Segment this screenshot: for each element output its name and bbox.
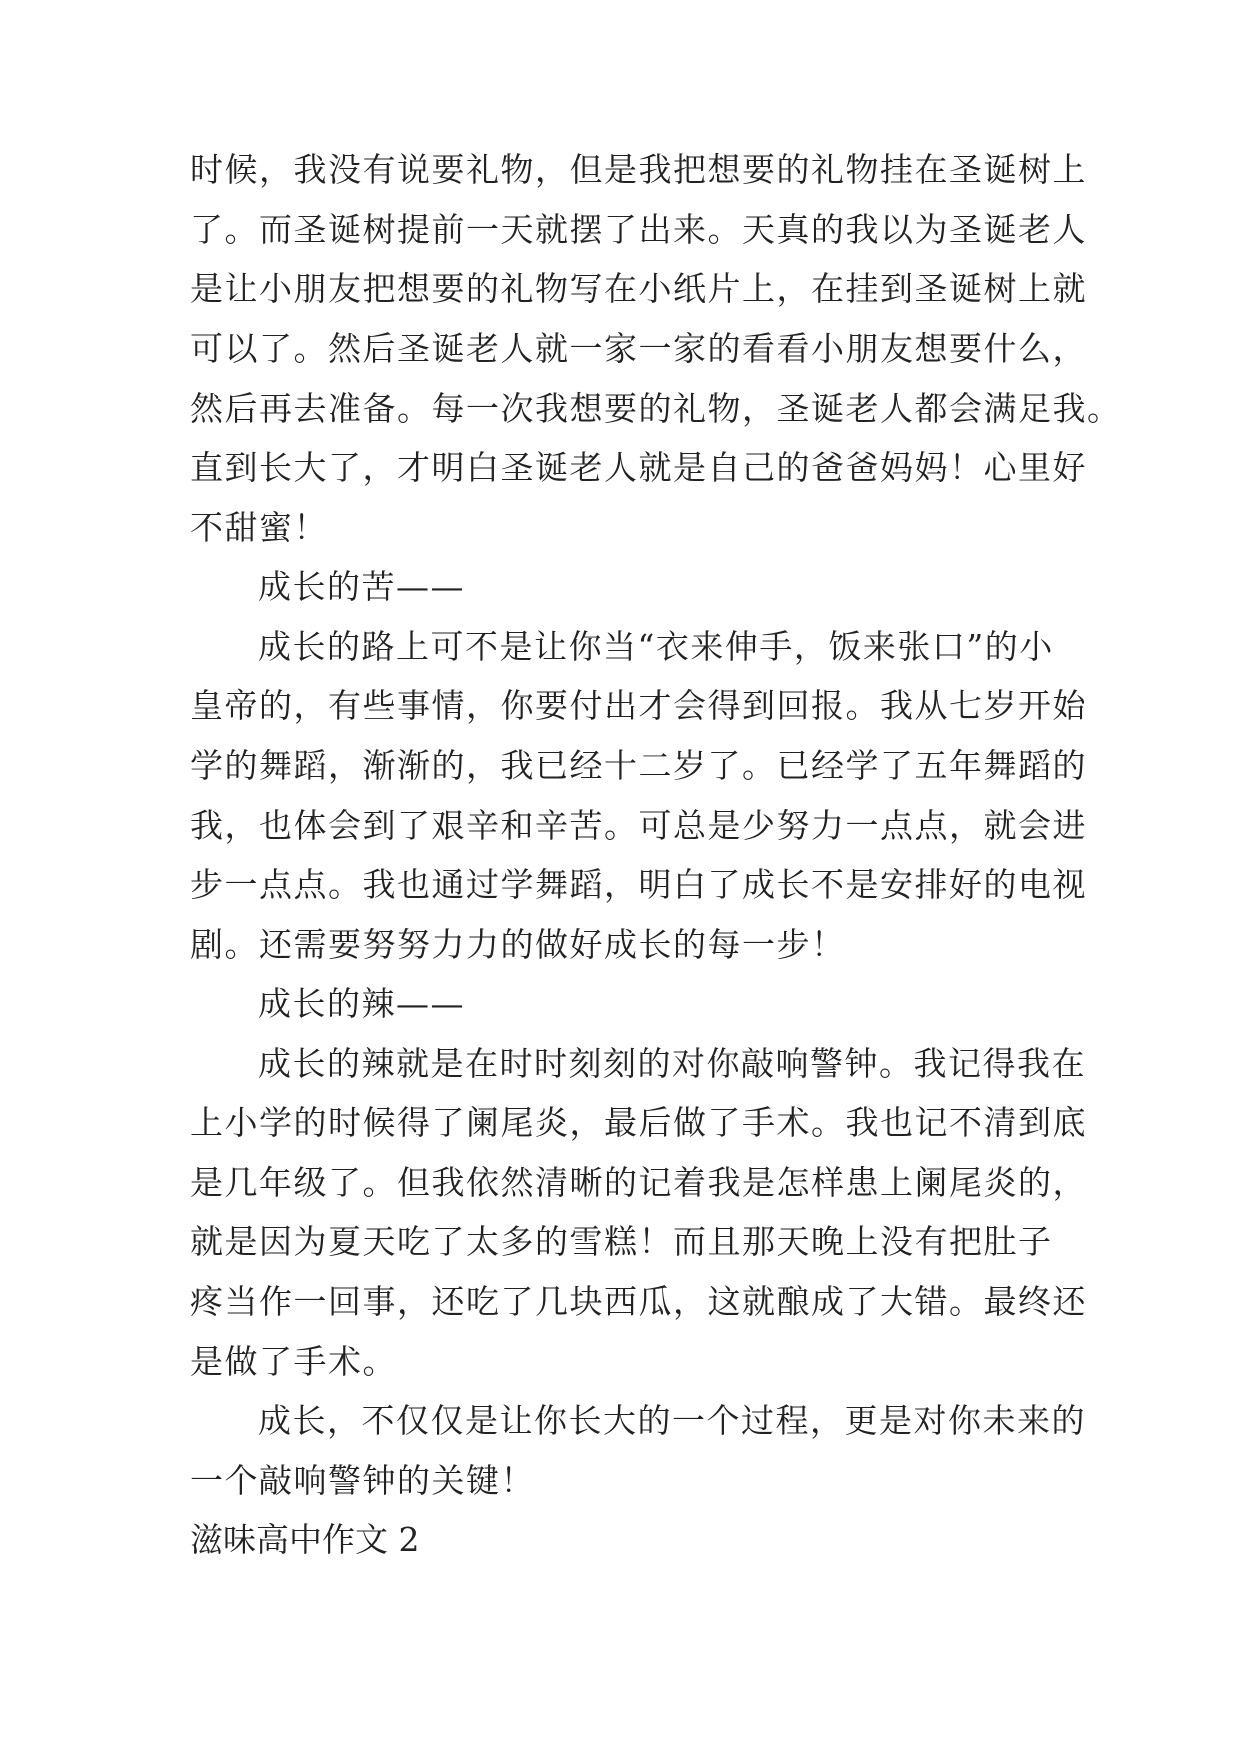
- paragraph-line: 上小学的时候得了阑尾炎，最后做了手术。我也记不清到底: [190, 1103, 1087, 1142]
- paragraph-line: 疼当作一回事，还吃了几块西瓜，这就酿成了大错。最终还: [190, 1282, 1087, 1321]
- paragraph-line: 成长，不仅仅是让你长大的一个过程，更是对你未来的: [258, 1401, 1086, 1440]
- paragraph-line: 我，也体会到了艰辛和辛苦。可总是少努力一点点，就会进: [190, 806, 1087, 845]
- paragraph-line: 是做了手术。: [190, 1342, 397, 1381]
- paragraph-line: 是让小朋友把想要的礼物写在小纸片上，在挂到圣诞树上就: [190, 269, 1087, 308]
- paragraph-line: 时候，我没有说要礼物，但是我把想要的礼物挂在圣诞树上: [190, 150, 1087, 189]
- paragraph-line: 就是因为夏天吃了太多的雪糕！而且那天晚上没有把肚子: [190, 1222, 1053, 1261]
- paragraph-line: 剧。还需要努努力力的做好成长的每一步！: [190, 925, 846, 964]
- paragraph-line: 可以了。然后圣诞老人就一家一家的看看小朋友想要什么，: [190, 329, 1087, 368]
- paragraph-line: 皇帝的，有些事情，你要付出才会得到回报。我从七岁开始: [190, 686, 1087, 725]
- paragraph-line: 一个敲响警钟的关键！: [190, 1461, 535, 1500]
- paragraph-line: 学的舞蹈，渐渐的，我已经十二岁了。已经学了五年舞蹈的: [190, 746, 1087, 785]
- paragraph-line: 然后再去准备。每一次我想要的礼物，圣诞老人都会满足我。: [190, 389, 1122, 428]
- section-heading-bitter: 成长的苦——: [258, 567, 465, 606]
- paragraph-line: 成长的路上可不是让你当“衣来伸手，饭来张口”的小: [258, 627, 1054, 666]
- paragraph-line: 直到长大了，才明白圣诞老人就是自己的爸爸妈妈！心里好: [190, 448, 1087, 487]
- paragraph-line: 了。而圣诞树提前一天就摆了出来。天真的我以为圣诞老人: [190, 210, 1087, 249]
- essay-title: 滋味高中作文 2: [190, 1520, 420, 1559]
- section-heading-spicy: 成长的辣——: [258, 984, 465, 1023]
- paragraph-line: 不甜蜜！: [190, 508, 328, 547]
- paragraph-line: 是几年级了。但我依然清晰的记着我是怎样患上阑尾炎的，: [190, 1163, 1087, 1202]
- paragraph-line: 步一点点。我也通过学舞蹈，明白了成长不是安排好的电视: [190, 865, 1087, 904]
- paragraph-line: 成长的辣就是在时时刻刻的对你敲响警钟。我记得我在: [258, 1044, 1086, 1083]
